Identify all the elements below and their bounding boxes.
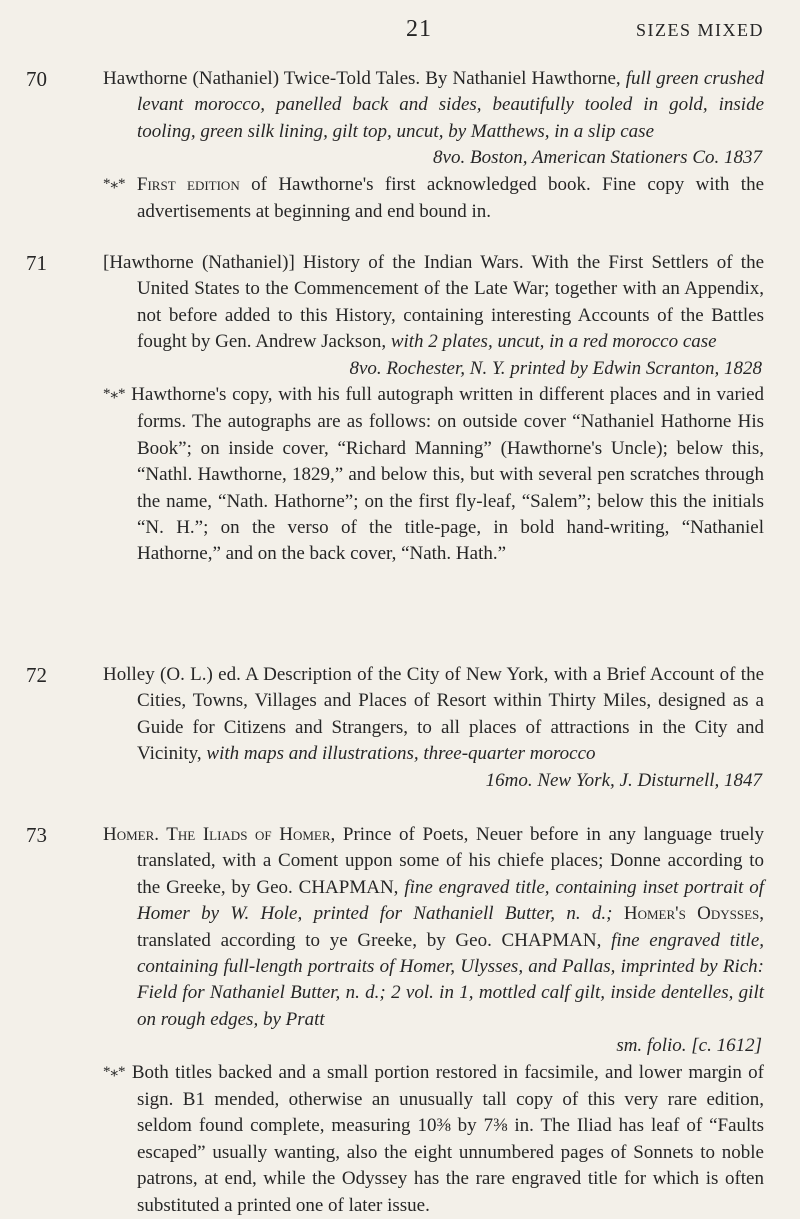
page-number: 21 xyxy=(406,16,432,42)
note-mark: *⁎* xyxy=(103,175,126,192)
entry-second-title-continued: translated according to ye Greeke, by Geo. CHAPMAN, xyxy=(137,929,602,951)
entry-body xyxy=(103,662,764,794)
entry-binding: with 2 plates, uncut, in a red morocco case xyxy=(390,331,717,353)
entry-description xyxy=(103,662,764,768)
note-lead: First edition xyxy=(136,173,240,195)
entry-binding: with maps and illustrations, three-quarter morocco xyxy=(206,743,596,765)
entry-description xyxy=(103,822,764,1033)
page-header xyxy=(0,16,800,48)
note-text: Hawthorne's copy, with his full autograph written in different places and in varied forms. The autographs are as follows: on outside cover “Nathaniel Hathorne His Book”; on inside cover, “Richard Manning” (Hawthorne's Uncle); below this, “Nathl. Hawthorne, 1829,” and below this, but with several pen scratches through the name, “Nath. Hathorne”; on the first fly-leaf, “Salem”; below this the initials “N. H.”; on the verso of the title-page, in bold hand-writing, “Nathaniel Hathorne,” and on the back cover, “Nath. Hath.” xyxy=(131,384,764,565)
running-title: SIZES MIXED xyxy=(636,20,764,40)
lot-number: 70 xyxy=(26,67,47,91)
entry-title: Holley (O. L.) ed. A Description of the City of New York, with a Brief Account of the Cities, Towns, Villages and Places of Resort within Thirty Miles, designed as a Guide for Citizens and Strangers, to all places of attractions in the City and Vicinity, xyxy=(103,664,764,765)
entry-second-title: Homer's Odysses, xyxy=(623,903,765,925)
note-text: of Hawthorne's first acknowledged book. Fine copy with the advertisements at beginning and end bound in. xyxy=(137,173,765,223)
entry-imprint: 8vo. Boston, American Stationers Co. 1837 xyxy=(433,147,762,169)
entry-title: Homer. The Iliads of Homer, xyxy=(103,824,336,845)
entry-note xyxy=(103,382,764,568)
entry-title: [Hawthorne (Nathaniel)] History of the Indian Wars. With the First Settlers of the United States to the Commencement of the Late War; together with an Appendix, not before added to this History, containing interesting Accounts of the Battles fought by Gen. Andrew Jackson, xyxy=(103,252,764,353)
entry-description xyxy=(103,250,764,356)
lot-number: 73 xyxy=(26,823,47,847)
entry-imprint: sm. folio. [c. 1612] xyxy=(616,1035,762,1057)
entry-imprint: 16mo. New York, J. Disturnell, 1847 xyxy=(485,769,762,791)
entry-binding: fine engraved title, containing inset portrait of Homer by W. Hole, printed for Nathaniell Butter, n. d.; xyxy=(137,876,765,925)
entry-description xyxy=(103,66,764,145)
entry-body xyxy=(103,66,764,225)
lot-number: 72 xyxy=(26,663,47,687)
lot-number: 71 xyxy=(26,251,47,275)
entry-title: Hawthorne (Nathaniel) Twice-Told Tales. By Nathaniel Hawthorne, xyxy=(103,68,621,89)
entry-note xyxy=(103,1060,764,1219)
note-mark: *⁎* xyxy=(103,1063,126,1080)
entry-binding: full green crushed levant morocco, panelled back and sides, beautifully tooled in gold, inside tooling, green silk lining, gilt top, uncut, by Matthews, in a slip case xyxy=(137,68,764,142)
note-text: Both titles backed and a small portion restored in facsimile, and lower margin of sign. B1 mended, otherwise an unusually tall copy of this very rare edition, seldom found complete, measuring 10⅜ by 7⅜ in. The Iliad has leaf of “Faults escaped” usually wanting, also the eight unnumbered pages of Sonnets to noble patrons, at end, while the Odyssey has the rare engraved title for which is often substituted a printed one of later issue. xyxy=(131,1061,764,1216)
entry-body xyxy=(103,822,764,1219)
entry-note xyxy=(103,172,764,226)
entry-imprint: 8vo. Rochester, N. Y. printed by Edwin Scranton, 1828 xyxy=(349,357,762,379)
entry-body xyxy=(103,250,764,568)
note-mark: *⁎* xyxy=(103,386,126,403)
entry-title-continued: Prince of Poets, Neuer before in any language truely translated, with a Coment uppon some of his chiefe places; Donne according to the Greeke, by Geo. CHAPMAN, xyxy=(137,824,765,898)
entry-second-binding: fine engraved title, containing full-length portraits of Homer, Ulysses, and Pallas, imprinted by Rich: Field for Nathaniel Butter, n. d.; 2 vol. in 1, mottled calf gilt, inside dentelles, gilt on rough edges, by Pratt xyxy=(137,929,765,1030)
